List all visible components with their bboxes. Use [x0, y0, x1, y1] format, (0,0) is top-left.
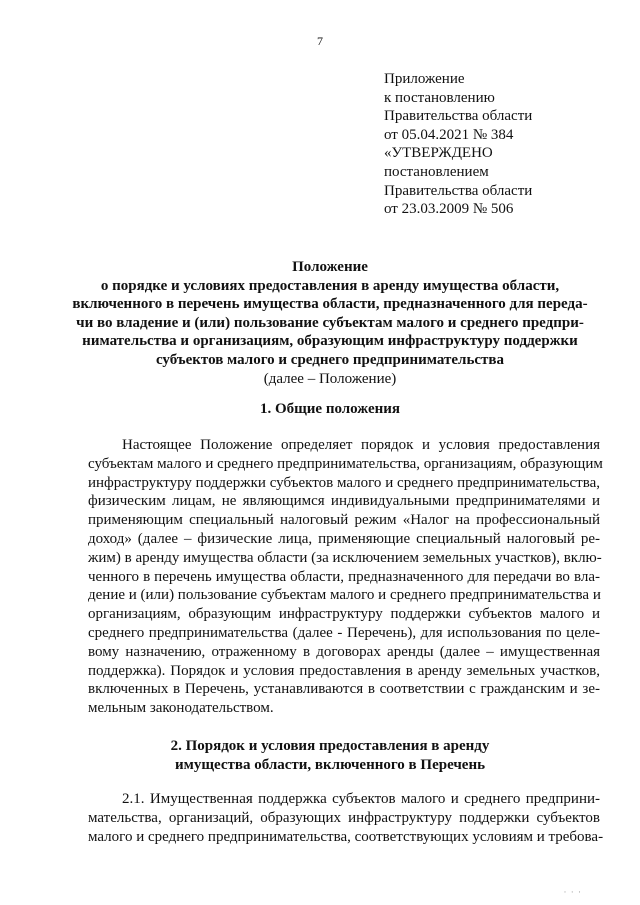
scan-mark: · · ·	[563, 887, 582, 897]
title-heading: Положение	[292, 259, 368, 275]
paragraph-line: инфраструктуру поддержки субъектов малого и среднего предпринимательства,	[88, 474, 600, 491]
section-1-title	[60, 400, 600, 419]
appendix-line: «УТВЕРЖДЕНО	[384, 145, 493, 162]
appendix-line: Правительства области	[384, 108, 533, 125]
paragraph-line: мельным законодательством.	[88, 700, 274, 717]
appendix-line: постановлением	[384, 163, 489, 180]
document-title	[60, 258, 600, 388]
section-1-paragraph	[88, 436, 603, 718]
title-line: нимательства и организациям, образующим инфраструктуру поддержки	[82, 333, 578, 350]
title-line: чи во владение и (или) пользование субъектам малого и среднего предпри-	[76, 314, 584, 331]
title-line: включенного в перечень имущества области, предназначенного для переда-	[72, 296, 588, 313]
paragraph-line: организациям, образующим инфраструктуру поддержки субъектов малого и	[88, 606, 600, 623]
section-2-title-line: имущества области, включенного в Перечень	[174, 756, 486, 773]
paragraph-line: вому назначению, отраженному в договорах аренды (далее – имущественная	[88, 643, 600, 660]
paragraph-line: физическим лицам, не являющимся индивидуальными предпринимателями и	[88, 493, 600, 510]
paragraph-line: 2.1. Имущественная поддержка субъектов малого и среднего предприни-	[122, 791, 600, 807]
appendix-line: к постановлению	[384, 89, 495, 106]
paragraph-line: среднего предпринимательства (далее - Перечень), для использования по целе-	[88, 624, 600, 641]
title-note: (далее – Положение)	[263, 370, 397, 387]
page-number: 7	[317, 34, 323, 48]
section-2-title	[60, 737, 600, 774]
paragraph-line: малого и среднего предпринимательства, соответствующих условиям и требова-	[88, 828, 604, 845]
appendix-line: Правительства области	[384, 182, 533, 199]
section-1-title-text: 1. Общие положения	[259, 401, 401, 417]
paragraph-line: дение и (или) пользование субъектам малого и среднего предпринимательства и	[88, 587, 601, 604]
section-2-title-line: 2. Порядок и условия предоставления в аренду	[170, 738, 490, 754]
paragraph-line: доход» (далее – физические лица, применяющие специальный налоговый ре-	[88, 530, 600, 547]
paragraph-line: мательства, организаций, образующих инфраструктуру поддержки субъектов	[88, 809, 600, 826]
title-line: о порядке и условиях предоставления в аренду имущества области,	[100, 277, 560, 294]
appendix-block	[384, 70, 624, 219]
paragraph-line: ченного в перечень имущества области, предназначенного для передачи во вла-	[88, 568, 600, 585]
paragraph-line: включенных в Перечень, устанавливаются в соответствии с гражданским и зе-	[88, 681, 600, 698]
paragraph-line: субъектам малого и среднего предпринимательства, организациям, образующим	[88, 455, 603, 472]
paragraph-line: поддержка). Порядок и условия предоставления в аренду земельных участков,	[88, 662, 600, 679]
paragraph-line: жим) в аренду имущества области (за исключением земельных участков), вклю-	[88, 549, 602, 566]
paragraph-line: применяющим специальный налоговый режим «Налог на профессиональный	[88, 512, 600, 529]
paragraph-line: Настоящее Положение определяет порядок и условия предоставления	[122, 437, 600, 453]
title-line: субъектов малого и среднего предпринимательства	[155, 351, 505, 368]
appendix-line: от 23.03.2009 № 506	[384, 201, 514, 218]
appendix-line: от 05.04.2021 № 384	[384, 126, 514, 143]
appendix-line: Приложение	[384, 71, 465, 87]
section-2-paragraph	[88, 790, 604, 846]
